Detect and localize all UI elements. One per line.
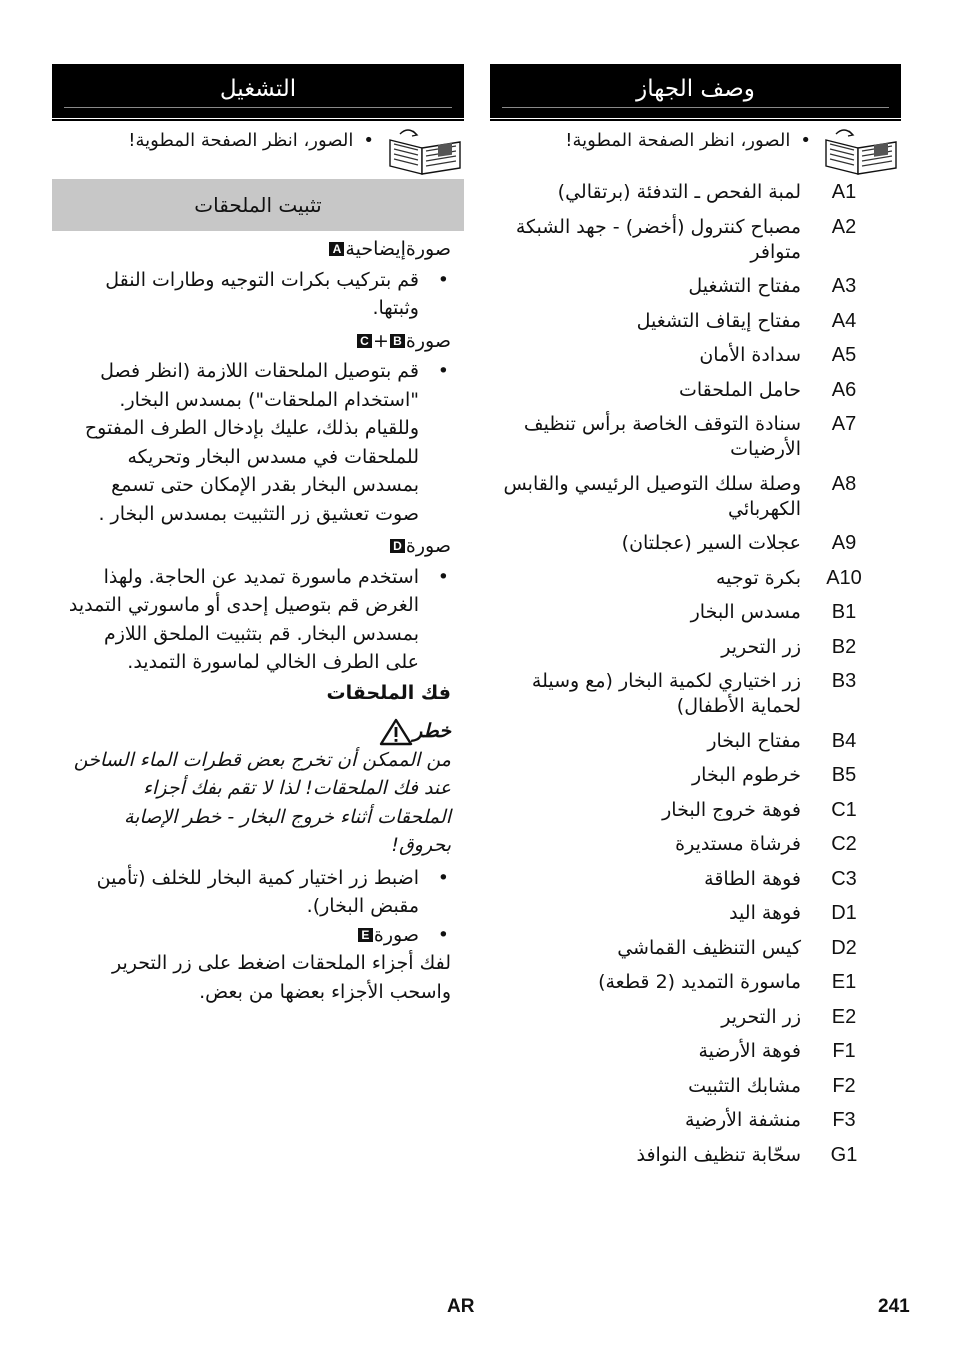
bullet: • <box>437 923 449 946</box>
component-description: عجلات السير (عجلتان) <box>621 532 801 554</box>
component-description: مفتاح إيقاف التشغيل <box>636 309 801 332</box>
foldout-note-text <box>128 130 374 151</box>
component-row <box>490 215 887 275</box>
component-code: C3 <box>831 867 857 890</box>
component-description: سحّابة تنظيف النوافذ <box>636 1143 801 1166</box>
component-row <box>490 1005 887 1040</box>
step-lock-steam-handle <box>66 864 451 921</box>
component-description: فوهة الأرضية <box>698 1040 801 1062</box>
component-description: خرطوم البخار <box>692 764 801 786</box>
danger-text: من الممكن أن تخرج بعض قطرات الماء الساخن عند فك الملحقات! لذا لا تقم بفك أجزاء الملحقات أثناء خروج البخار - خطر الإصابة بحروق! <box>73 748 451 856</box>
step-connect-accessories <box>66 357 451 528</box>
note-label: الصور، انظر الصفحة المطوية! <box>565 130 791 151</box>
component-row <box>490 798 887 833</box>
component-row <box>490 566 887 601</box>
figure-word: صورة <box>405 238 451 260</box>
component-code: B4 <box>831 729 857 752</box>
component-row <box>490 274 887 309</box>
operation-instructions <box>52 235 464 1006</box>
foldout-note-text <box>565 130 811 151</box>
component-description: فوهة خروج البخار <box>662 798 801 821</box>
bullet: • <box>437 565 449 588</box>
component-description: سنادة التوقف الخاصة برأس تنظيف الأرضيات <box>523 413 801 460</box>
figure-ref-d <box>66 532 451 561</box>
bullet: • <box>437 268 449 291</box>
component-list <box>490 180 887 1177</box>
component-description: حامل الملحقات <box>678 378 801 401</box>
figure-word: صورة <box>405 535 451 557</box>
component-row <box>490 600 887 635</box>
device-description-column <box>490 64 901 1177</box>
figure-badge-b: B <box>390 334 405 348</box>
component-description: مسدس البخار <box>690 601 801 623</box>
component-code: A8 <box>831 472 857 495</box>
component-row <box>490 378 887 413</box>
component-code: B5 <box>831 764 857 786</box>
component-code: D2 <box>831 936 857 959</box>
component-code: C1 <box>831 798 857 821</box>
component-description: زر التحرير <box>721 1005 801 1028</box>
operation-column <box>52 64 464 1006</box>
danger-word: خطر <box>413 720 451 742</box>
component-code: F1 <box>832 1040 856 1062</box>
component-code: F3 <box>832 1109 856 1131</box>
header-rule <box>502 107 889 108</box>
subsection-header-accessory-mounting <box>52 179 464 231</box>
component-row <box>490 669 887 729</box>
component-description: ماسورة التمديد (2 قطعة) <box>598 971 801 993</box>
bullet: • <box>363 130 374 151</box>
component-description: سدادة الأمان <box>699 344 801 366</box>
figure-ref-cb <box>66 327 451 356</box>
open-book-icon <box>822 126 900 176</box>
component-row <box>490 635 887 670</box>
component-row <box>490 867 887 902</box>
step-text: اضبط زر اختيار كمية البخار للخلف (تأمين مقبض البخار). <box>96 866 419 917</box>
component-row <box>490 1143 887 1178</box>
component-row <box>490 970 887 1005</box>
footer-page-number: 241 <box>878 1296 910 1317</box>
component-code: C2 <box>831 833 857 855</box>
section-title: وصف الجهاز <box>636 76 755 102</box>
component-code: E2 <box>831 1005 857 1028</box>
component-description: مفتاح البخار <box>707 729 801 752</box>
bullet: • <box>437 866 449 889</box>
step-text: قم بتركيب بكرات التوجيه وطارات النقل وثبتها. <box>105 268 419 319</box>
component-code: D1 <box>831 902 857 924</box>
component-description: زر التحرير <box>721 635 801 658</box>
step-mount-rollers <box>66 266 451 323</box>
component-description: منشفة الأرضية <box>684 1109 801 1131</box>
step-disassemble: لفك أجزاء الملحقات اضغط على زر التحرير واسحب الأجزاء بعضها من بعض. <box>111 952 451 1003</box>
component-row <box>490 832 887 867</box>
component-row <box>490 180 887 215</box>
component-description: فوهة اليد <box>729 902 801 924</box>
component-code: A2 <box>831 215 857 238</box>
component-code: B3 <box>831 670 857 692</box>
component-description: فوهة الطاقة <box>704 867 801 890</box>
component-code: A3 <box>831 275 857 297</box>
component-description: مصباح كنترول (أخضر) - جهد الشبكة متوافر <box>515 215 801 263</box>
bullet: • <box>437 360 449 382</box>
step-text: قم بتوصيل الملحقات اللازمة (انظر فصل "استخدام الملحقات") بمسدس البخار. وللقيام بذلك، عليك بإدخال الطرف المفتوح للملحقات في مسدس البخار وتحريكه بمسدس البخار بقدر الإمكان حتى تسمع صوت تعشيق زر التثبيت بمسدس البخار . <box>84 360 419 525</box>
note-label: الصور، انظر الصفحة المطوية! <box>128 130 354 151</box>
figure-ref-a <box>66 235 451 264</box>
figure-ref-e <box>66 921 451 950</box>
component-code: F2 <box>832 1074 856 1097</box>
component-code: B1 <box>831 601 857 623</box>
component-row <box>490 901 887 936</box>
component-row <box>490 729 887 764</box>
component-row <box>490 309 887 344</box>
component-row <box>490 1108 887 1143</box>
component-description: وصلة سلك التوصيل الرئيسي والقابس الكهربائي <box>503 472 801 520</box>
component-row <box>490 343 887 378</box>
component-row <box>490 1074 887 1109</box>
component-code: A9 <box>831 532 857 554</box>
component-description: لمبة الفحص ـ التدفئة (برتقالي) <box>557 181 801 203</box>
component-row <box>490 412 887 472</box>
danger-heading <box>66 717 451 746</box>
component-description: بكرة توجيه <box>715 566 801 589</box>
foldout-note <box>490 121 901 177</box>
component-row <box>490 1039 887 1074</box>
component-description: مشابك التثبيت <box>688 1074 801 1097</box>
component-description: كيس التنظيف القماشي <box>617 936 801 959</box>
component-row <box>490 763 887 798</box>
bullet: • <box>800 130 811 151</box>
component-row <box>490 531 887 566</box>
component-code: E1 <box>831 971 857 993</box>
component-description: زر اختياري لكمية البخار (مع وسيلة لحماية الأطفال) <box>531 670 801 717</box>
section-title: التشغيل <box>219 76 297 102</box>
component-row <box>490 936 887 971</box>
component-description: فرشاة مستديرة <box>675 833 801 855</box>
foldout-note <box>52 121 464 177</box>
header-rule <box>64 107 452 108</box>
step-text: استخدم ماسورة تمديد عن الحاجة. ولهذا الغرض قم بتوصيل إحدى أو ماسورتي التمديد بمسدس البخار. قم بتثبيت الملحق اللازم على الطرف الخالي لماسورة التمديد. <box>68 565 419 673</box>
section-header-device-description <box>490 64 901 118</box>
figure-badge-d: D <box>390 539 405 553</box>
component-row <box>490 472 887 532</box>
figure-badge-e: E <box>358 928 373 942</box>
component-description: مفتاح التشغيل <box>688 275 801 297</box>
open-book-icon <box>386 126 464 176</box>
component-code: A7 <box>831 413 857 435</box>
component-code: A5 <box>831 344 857 366</box>
plus-sign: + <box>372 329 389 352</box>
component-code: A1 <box>831 181 857 203</box>
component-code: G1 <box>830 1143 858 1166</box>
figure-word: صورة <box>373 923 419 946</box>
component-code: B2 <box>831 635 857 658</box>
figure-word: صورة <box>405 329 451 352</box>
component-code: A10 <box>826 566 862 589</box>
removal-heading: فك الملحقات <box>326 681 451 704</box>
section-header-operation <box>52 64 464 118</box>
step-extension-tube <box>66 563 451 677</box>
footer-language: AR <box>447 1296 475 1317</box>
component-code: A6 <box>831 378 857 401</box>
figure-qualifier: إيضاحية <box>345 238 406 260</box>
component-code: A4 <box>831 309 857 332</box>
figure-badge-c: C <box>357 334 372 348</box>
warning-triangle-icon <box>379 718 413 746</box>
figure-badge-a: A <box>329 242 344 256</box>
subsection-title: تثبيت الملحقات <box>194 193 322 217</box>
